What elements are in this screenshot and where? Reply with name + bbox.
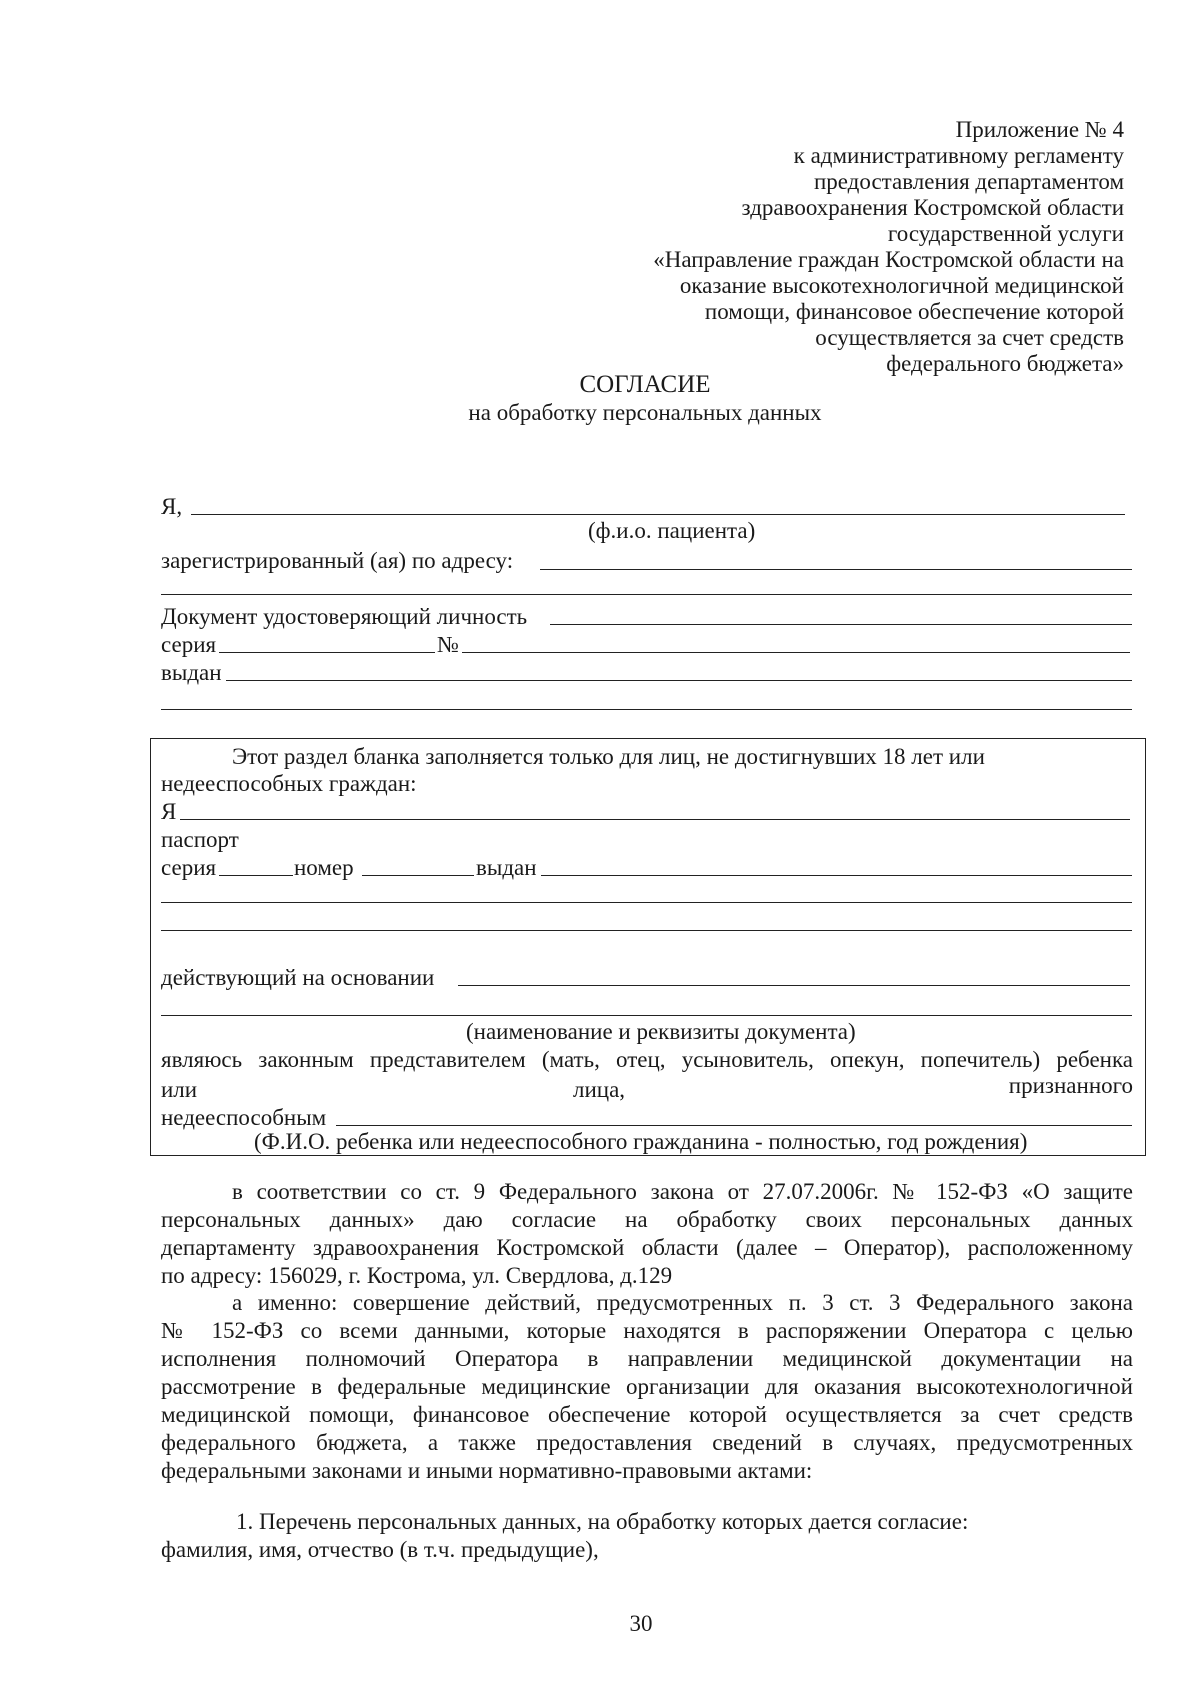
guardian-intro-line2: недееспособных граждан: — [161, 771, 417, 796]
appendix-header — [564, 117, 1124, 377]
id-document-label: Документ удостоверяющий личность — [161, 604, 528, 629]
paragraph-2-line: федеральными законами и иными нормативно-правовыми актами: — [161, 1458, 813, 1483]
paragraph-2-line: медицинской помощи, финансовое обеспечение которой осуществляется за счет средств — [161, 1402, 1133, 1427]
paragraph-1-line: персональных данных» даю согласие на обработку своих персональных данных — [161, 1207, 1133, 1232]
paragraph-1-line: департаменту здравоохранения Костромской области (далее – Оператор), расположенному — [161, 1235, 1133, 1260]
representative-or: или — [161, 1077, 198, 1102]
guardian-ya-label: Я — [161, 799, 177, 824]
paragraph-2-line: исполнения полномочий Оператора в направлении медицинской документации на — [161, 1346, 1133, 1371]
fio-hint: (ф.и.о. пациента) — [588, 518, 756, 543]
header-line: Приложение № 4 — [955, 117, 1124, 142]
series-label: серия — [161, 632, 217, 657]
representative-line1: являюсь законным представителем (мать, отец, усыновитель, опекун, попечитель) ребенка — [161, 1047, 1133, 1072]
guardian-issued-field[interactable] — [541, 875, 1132, 876]
paragraph-2-line: рассмотрение в федеральные медицинские организации для оказания высокотехнологичной — [161, 1374, 1133, 1399]
representative-person: лица, — [573, 1077, 626, 1102]
guardian-issued-label: выдан — [476, 855, 537, 880]
series-field[interactable] — [219, 652, 435, 653]
guardian-intro-line1: Этот раздел бланка заполняется только для лиц, не достигнувших 18 лет или — [232, 744, 985, 769]
ya-label: Я, — [161, 494, 183, 519]
number-label: № — [437, 632, 459, 657]
document-hint: (наименование и реквизиты документа) — [466, 1019, 856, 1044]
basis-field-2[interactable] — [161, 1015, 1132, 1016]
paragraph-2-line: федерального бюджета, а также предоставления сведений в случаях, предусмотренных — [161, 1430, 1133, 1455]
document-title: СОГЛАСИЕ — [579, 371, 711, 398]
header-line: государственной услуги — [887, 221, 1124, 246]
header-line: оказание высокотехнологичной медицинской — [679, 273, 1124, 298]
child-name-field[interactable] — [336, 1125, 1132, 1126]
guardian-name-field[interactable] — [180, 819, 1130, 820]
guardian-issued-field-2[interactable] — [161, 902, 1132, 903]
address-field-2[interactable] — [161, 594, 1132, 595]
issued-label: выдан — [161, 660, 222, 685]
header-line: к административному регламенту — [793, 143, 1124, 168]
address-label: зарегистрированный (ая) по адресу: — [161, 548, 514, 573]
header-line: здравоохранения Костромской области — [741, 195, 1124, 220]
header-line: осуществляется за счет средств — [815, 325, 1124, 350]
patient-name-field[interactable] — [191, 514, 1125, 515]
document-subtitle: на обработку персональных данных — [468, 400, 822, 425]
id-document-field[interactable] — [550, 624, 1132, 625]
header-line: федерального бюджета» — [886, 351, 1124, 376]
guardian-series-label: серия — [161, 855, 217, 880]
guardian-section — [150, 738, 1146, 1156]
basis-field[interactable] — [458, 985, 1130, 986]
number-field[interactable] — [462, 652, 1130, 653]
passport-label: паспорт — [161, 827, 239, 852]
paragraph-1-line: по адресу: 156029, г. Кострома, ул. Свердлова, д.129 — [161, 1263, 673, 1288]
issued-field[interactable] — [226, 680, 1132, 681]
page-number: 30 — [629, 1611, 653, 1636]
basis-label: действующий на основании — [161, 965, 435, 990]
header-line: «Направление граждан Костромской области на — [653, 247, 1124, 272]
child-hint: (Ф.И.О. ребенка или недееспособного гражданина - полностью, год рождения) — [254, 1129, 1028, 1154]
guardian-issued-field-3[interactable] — [161, 930, 1132, 931]
paragraph-2-line: а именно: совершение действий, предусмотренных п. 3 ст. 3 Федерального закона — [232, 1290, 1133, 1315]
paragraph-2-line: № 152-ФЗ со всеми данными, которые находятся в распоряжении Оператора с целью — [161, 1318, 1133, 1343]
guardian-number-label: номер — [294, 855, 354, 880]
incapable-label: недееспособным — [161, 1105, 327, 1130]
guardian-series-field[interactable] — [219, 875, 293, 876]
list-item-1: 1. Перечень персональных данных, на обработку которых дается согласие: — [236, 1509, 969, 1534]
representative-recognized: признанного — [1008, 1073, 1133, 1098]
issued-field-2[interactable] — [161, 709, 1132, 710]
paragraph-1-line: в соответствии со ст. 9 Федерального закона от 27.07.2006г. № 152-ФЗ «О защите — [232, 1179, 1133, 1204]
list-item-1-continuation: фамилия, имя, отчество (в т.ч. предыдущие), — [161, 1537, 599, 1562]
header-line: предоставления департаментом — [813, 169, 1124, 194]
guardian-number-field[interactable] — [362, 875, 474, 876]
header-line: помощи, финансовое обеспечение которой — [704, 299, 1124, 324]
address-field[interactable] — [540, 569, 1132, 570]
